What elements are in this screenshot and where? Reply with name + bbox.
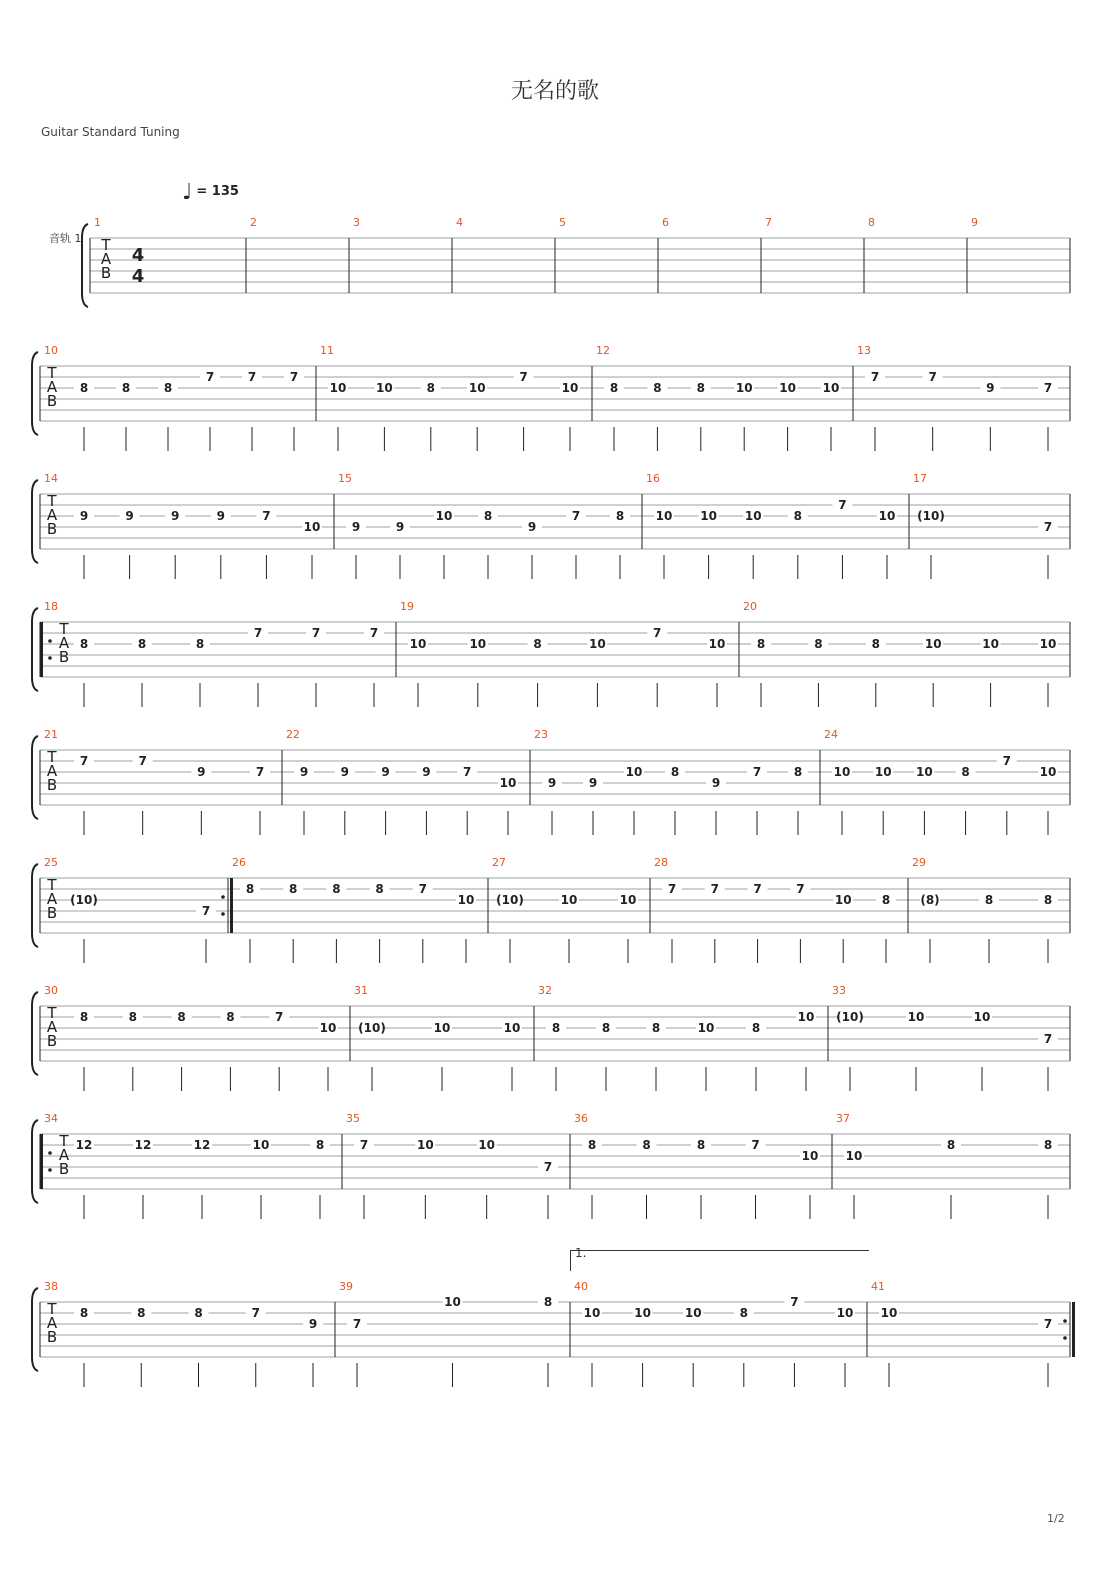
measure-number: 26 xyxy=(232,856,246,869)
fret-number: 10 xyxy=(560,893,578,907)
fret-number: (10) xyxy=(836,1010,864,1024)
fret-number: 7 xyxy=(751,1138,760,1152)
fret-number: 8 xyxy=(793,765,803,779)
fret-number: (10) xyxy=(917,509,945,523)
fret-number: 7 xyxy=(667,882,677,896)
tab-clef-letter: A xyxy=(46,762,58,780)
fret-number: 10 xyxy=(916,765,933,779)
fret-number: 7 xyxy=(289,370,299,384)
repeat-end-thick-bar xyxy=(1072,1302,1075,1357)
measure-number: 20 xyxy=(743,600,757,613)
fret-number: 9 xyxy=(381,765,390,779)
fret-number: 8 xyxy=(642,1138,651,1152)
measure-number: 29 xyxy=(912,856,926,869)
repeat-dot xyxy=(221,912,225,916)
fret-number: 10 xyxy=(468,381,486,395)
fret-number: 10 xyxy=(779,381,796,395)
fret-number: 7 xyxy=(1043,1317,1053,1331)
measure-number: 2 xyxy=(250,216,257,229)
tab-clef-letter: A xyxy=(46,1314,58,1332)
fret-number: 8 xyxy=(121,381,131,395)
fret-number: 10 xyxy=(845,1149,863,1163)
fret-number: 10 xyxy=(303,520,321,534)
tab-clef-letter: A xyxy=(46,378,58,396)
fret-number: 10 xyxy=(444,1295,461,1309)
fret-number: 7 xyxy=(311,626,321,640)
fret-number: 10 xyxy=(416,1138,434,1152)
fret-number: 10 xyxy=(1039,637,1057,651)
measure-number: 36 xyxy=(574,1112,588,1125)
fret-number: 7 xyxy=(796,882,805,896)
fret-number: 7 xyxy=(928,370,937,384)
tuning-label: Guitar Standard Tuning xyxy=(41,125,180,139)
fret-number: 7 xyxy=(790,1295,799,1309)
fret-number: 8 xyxy=(177,1010,186,1024)
fret-number: 10 xyxy=(684,1306,702,1320)
measure-number: 13 xyxy=(857,344,871,357)
fret-number: 7 xyxy=(359,1138,369,1152)
fret-number: 10 xyxy=(499,776,517,790)
fret-number: 8 xyxy=(163,381,173,395)
repeat-dot xyxy=(221,895,225,899)
measure-number: 15 xyxy=(338,472,352,485)
fret-number: (8) xyxy=(920,893,940,907)
measure-number: 4 xyxy=(456,216,463,229)
fret-number: 8 xyxy=(137,1306,146,1320)
page-number: 1/2 xyxy=(1047,1512,1065,1525)
tab-clef-letter: A xyxy=(58,634,70,652)
measure-number: 3 xyxy=(353,216,360,229)
fret-number: 10 xyxy=(329,381,347,395)
fret-number: (10) xyxy=(358,1021,386,1035)
system-brace xyxy=(32,992,38,1075)
quarter-note-icon: ♩ xyxy=(182,180,193,205)
fret-number: 8 xyxy=(601,1021,611,1035)
fret-number: 9 xyxy=(547,776,557,790)
fret-number: 7 xyxy=(1043,520,1053,534)
tab-clef-letter: B xyxy=(46,776,58,794)
fret-number: 8 xyxy=(881,893,891,907)
tab-clef-letter: A xyxy=(58,1146,70,1164)
system-brace xyxy=(32,352,38,435)
measure-number: 9 xyxy=(971,216,978,229)
repeat-dot xyxy=(48,1168,52,1172)
fret-number: 8 xyxy=(651,1021,661,1035)
volta-label: 1. xyxy=(575,1246,587,1260)
measure-number: 6 xyxy=(662,216,669,229)
fret-number: 7 xyxy=(251,1306,260,1320)
tab-clef-letter: B xyxy=(58,1160,70,1178)
repeat-start-thick-bar xyxy=(40,1134,43,1189)
tab-clef-letter: T xyxy=(47,1300,57,1318)
tab-clef-letter: T xyxy=(47,492,57,510)
measure-number: 25 xyxy=(44,856,58,869)
fret-number: 9 xyxy=(527,520,537,534)
fret-number: 9 xyxy=(197,765,206,779)
fret-number: 10 xyxy=(874,765,892,779)
repeat-dot xyxy=(48,639,52,643)
tab-clef-letter: B xyxy=(100,264,112,282)
measure-number: 1 xyxy=(94,216,101,229)
fret-number: 10 xyxy=(880,1306,898,1320)
fret-number: 9 xyxy=(711,776,721,790)
measure-number: 41 xyxy=(871,1280,885,1293)
measure-number: 24 xyxy=(824,728,838,741)
tab-clef-letter: T xyxy=(59,620,69,638)
fret-number: 7 xyxy=(571,509,581,523)
fret-number: 7 xyxy=(1002,754,1011,768)
fret-number: 7 xyxy=(201,904,211,918)
fret-number: 7 xyxy=(543,1160,553,1174)
fret-number: 12 xyxy=(134,1138,152,1152)
measure-number: 39 xyxy=(339,1280,353,1293)
fret-number: 7 xyxy=(275,1010,284,1024)
fret-number: 7 xyxy=(205,370,215,384)
fret-number: 10 xyxy=(561,381,579,395)
measure-number: 28 xyxy=(654,856,668,869)
fret-number: 7 xyxy=(463,765,472,779)
fret-number: 8 xyxy=(533,637,542,651)
fret-number: 10 xyxy=(469,637,487,651)
fret-number: 10 xyxy=(625,765,643,779)
fret-number: 8 xyxy=(79,1010,89,1024)
system-brace xyxy=(82,224,88,307)
tab-clef-letter: B xyxy=(46,1328,58,1346)
fret-number: 12 xyxy=(75,1138,93,1152)
fret-number: 10 xyxy=(982,637,999,651)
measure-number: 34 xyxy=(44,1112,58,1125)
fret-number: 8 xyxy=(79,381,89,395)
fret-number: 7 xyxy=(418,882,427,896)
fret-number: 10 xyxy=(833,765,851,779)
fret-number: 10 xyxy=(708,637,726,651)
fret-number: 10 xyxy=(924,637,942,651)
tempo-value: = 135 xyxy=(196,184,239,199)
fret-number: 8 xyxy=(332,882,341,896)
measure-number: 22 xyxy=(286,728,300,741)
fret-number: 7 xyxy=(653,626,662,640)
fret-number: 8 xyxy=(696,1138,706,1152)
fret-number: 7 xyxy=(519,370,528,384)
fret-number: 8 xyxy=(137,637,147,651)
fret-number: 7 xyxy=(753,882,762,896)
measure-number: 5 xyxy=(559,216,566,229)
score-title: 无名的歌 xyxy=(510,79,599,104)
fret-number: 10 xyxy=(478,1138,496,1152)
fret-number: 10 xyxy=(409,637,427,651)
fret-number: 8 xyxy=(615,509,625,523)
fret-number: 9 xyxy=(308,1317,318,1331)
fret-number: 8 xyxy=(814,637,823,651)
track-name: 音轨 1 xyxy=(49,232,82,245)
measure-number: 8 xyxy=(868,216,875,229)
fret-number: 7 xyxy=(138,754,147,768)
measure-number: 40 xyxy=(574,1280,588,1293)
fret-number: 8 xyxy=(653,381,662,395)
fret-number: 10 xyxy=(834,893,852,907)
measure-number: 31 xyxy=(354,984,368,997)
fret-number: 7 xyxy=(79,754,89,768)
fret-number: 8 xyxy=(587,1138,597,1152)
fret-number: 8 xyxy=(315,1138,325,1152)
tab-clef-letter: A xyxy=(46,506,58,524)
fret-number: 7 xyxy=(752,765,762,779)
tab-clef-letter: T xyxy=(59,1132,69,1150)
fret-number: 8 xyxy=(245,882,255,896)
fret-number: 10 xyxy=(319,1021,337,1035)
fret-number: 7 xyxy=(352,1317,362,1331)
fret-number: 8 xyxy=(551,1021,561,1035)
fret-number: 8 xyxy=(696,381,705,395)
system-brace xyxy=(32,1120,38,1203)
fret-number: 10 xyxy=(801,1149,819,1163)
fret-number: 9 xyxy=(125,509,134,523)
fret-number: 7 xyxy=(247,370,257,384)
tab-clef-letter: A xyxy=(100,250,112,268)
fret-number: 8 xyxy=(739,1306,748,1320)
system-brace xyxy=(32,1288,38,1371)
fret-number: 10 xyxy=(744,509,762,523)
tab-clef-letter: A xyxy=(46,1018,58,1036)
fret-number: (10) xyxy=(496,893,524,907)
fret-number: 8 xyxy=(79,637,89,651)
fret-number: 9 xyxy=(395,520,405,534)
fret-number: 8 xyxy=(609,381,619,395)
fret-number: 7 xyxy=(870,370,880,384)
fret-number: 8 xyxy=(756,637,766,651)
fret-number: 8 xyxy=(194,1306,203,1320)
tab-clef-letter: T xyxy=(47,876,57,894)
fret-number: 9 xyxy=(986,381,995,395)
fret-number: 8 xyxy=(483,509,493,523)
fret-number: 8 xyxy=(128,1010,137,1024)
fret-number: 9 xyxy=(588,776,598,790)
fret-number: 8 xyxy=(871,637,880,651)
fret-number: 8 xyxy=(1043,1138,1053,1152)
fret-number: 10 xyxy=(1039,765,1057,779)
measure-number: 35 xyxy=(346,1112,360,1125)
fret-number: 7 xyxy=(1043,381,1053,395)
fret-number: 10 xyxy=(435,509,453,523)
measure-number: 32 xyxy=(538,984,552,997)
fret-number: 10 xyxy=(907,1010,925,1024)
fret-number: 10 xyxy=(619,893,637,907)
measure-number: 23 xyxy=(534,728,548,741)
time-signature-top: 4 xyxy=(131,245,145,266)
fret-number: 8 xyxy=(375,882,384,896)
fret-number: 10 xyxy=(822,381,840,395)
fret-number: 8 xyxy=(946,1138,956,1152)
fret-number: 8 xyxy=(670,765,680,779)
fret-number: 9 xyxy=(351,520,361,534)
fret-number: 8 xyxy=(426,381,435,395)
fret-number: 10 xyxy=(655,509,673,523)
measure-number: 18 xyxy=(44,600,58,613)
fret-number: 10 xyxy=(589,637,606,651)
repeat-dot xyxy=(48,1151,52,1155)
measure-number: 33 xyxy=(832,984,846,997)
fret-number: 8 xyxy=(226,1010,235,1024)
tab-clef-letter: T xyxy=(47,748,57,766)
fret-number: 10 xyxy=(252,1138,270,1152)
fret-number: 7 xyxy=(262,509,271,523)
fret-number: 7 xyxy=(710,882,719,896)
measure-number: 11 xyxy=(320,344,334,357)
fret-number: 10 xyxy=(700,509,717,523)
fret-number: 9 xyxy=(340,765,349,779)
fret-number: 8 xyxy=(751,1021,761,1035)
repeat-end-thick-bar xyxy=(230,878,233,933)
fret-number: 9 xyxy=(422,765,431,779)
system-brace xyxy=(32,608,38,691)
fret-number: 7 xyxy=(1043,1032,1053,1046)
fret-number: 10 xyxy=(376,381,393,395)
measure-number: 12 xyxy=(596,344,610,357)
measure-number: 21 xyxy=(44,728,58,741)
tab-clef-letter: B xyxy=(46,1032,58,1050)
measure-number: 38 xyxy=(44,1280,58,1293)
measure-number: 27 xyxy=(492,856,506,869)
time-signature-bottom: 4 xyxy=(131,266,145,287)
measure-number: 10 xyxy=(44,344,58,357)
fret-number: 10 xyxy=(878,509,896,523)
fret-number: 10 xyxy=(735,381,753,395)
fret-number: 10 xyxy=(503,1021,521,1035)
fret-number: 8 xyxy=(79,1306,89,1320)
fret-number: 9 xyxy=(171,509,180,523)
system-brace xyxy=(32,864,38,947)
repeat-dot xyxy=(48,656,52,660)
tab-clef-letter: B xyxy=(46,520,58,538)
fret-number: 12 xyxy=(193,1138,211,1152)
fret-number: 8 xyxy=(543,1295,553,1309)
measure-number: 19 xyxy=(400,600,414,613)
measure-number: 7 xyxy=(765,216,772,229)
fret-number: 10 xyxy=(697,1021,715,1035)
measure-number: 14 xyxy=(44,472,58,485)
fret-number: 7 xyxy=(255,765,265,779)
fret-number: 8 xyxy=(793,509,802,523)
system-brace xyxy=(32,736,38,819)
fret-number: 10 xyxy=(583,1306,601,1320)
fret-number: (10) xyxy=(70,893,98,907)
fret-number: 8 xyxy=(195,637,205,651)
repeat-dot xyxy=(1063,1319,1067,1323)
fret-number: 9 xyxy=(79,509,89,523)
measure-number: 17 xyxy=(913,472,927,485)
fret-number: 7 xyxy=(253,626,263,640)
fret-number: 7 xyxy=(838,498,847,512)
measure-number: 30 xyxy=(44,984,58,997)
system-brace xyxy=(32,480,38,563)
tab-clef-letter: T xyxy=(47,364,57,382)
tab-clef-letter: B xyxy=(58,648,70,666)
fret-number: 9 xyxy=(299,765,309,779)
tab-clef-letter: T xyxy=(47,1004,57,1022)
fret-number: 10 xyxy=(797,1010,815,1024)
fret-number: 10 xyxy=(634,1306,651,1320)
tab-clef-letter: B xyxy=(46,904,58,922)
tab-clef-letter: B xyxy=(46,392,58,410)
fret-number: 7 xyxy=(369,626,379,640)
tab-clef-letter: A xyxy=(46,890,58,908)
fret-number: 8 xyxy=(289,882,298,896)
fret-number: 10 xyxy=(433,1021,451,1035)
fret-number: 9 xyxy=(216,509,225,523)
repeat-start-thick-bar xyxy=(40,622,43,677)
fret-number: 8 xyxy=(1043,893,1053,907)
fret-number: 10 xyxy=(973,1010,991,1024)
measure-number: 37 xyxy=(836,1112,850,1125)
repeat-dot xyxy=(1063,1336,1067,1340)
fret-number: 8 xyxy=(961,765,970,779)
measure-number: 16 xyxy=(646,472,660,485)
tab-clef-letter: T xyxy=(101,236,111,254)
fret-number: 8 xyxy=(984,893,994,907)
fret-number: 10 xyxy=(836,1306,854,1320)
fret-number: 10 xyxy=(457,893,475,907)
